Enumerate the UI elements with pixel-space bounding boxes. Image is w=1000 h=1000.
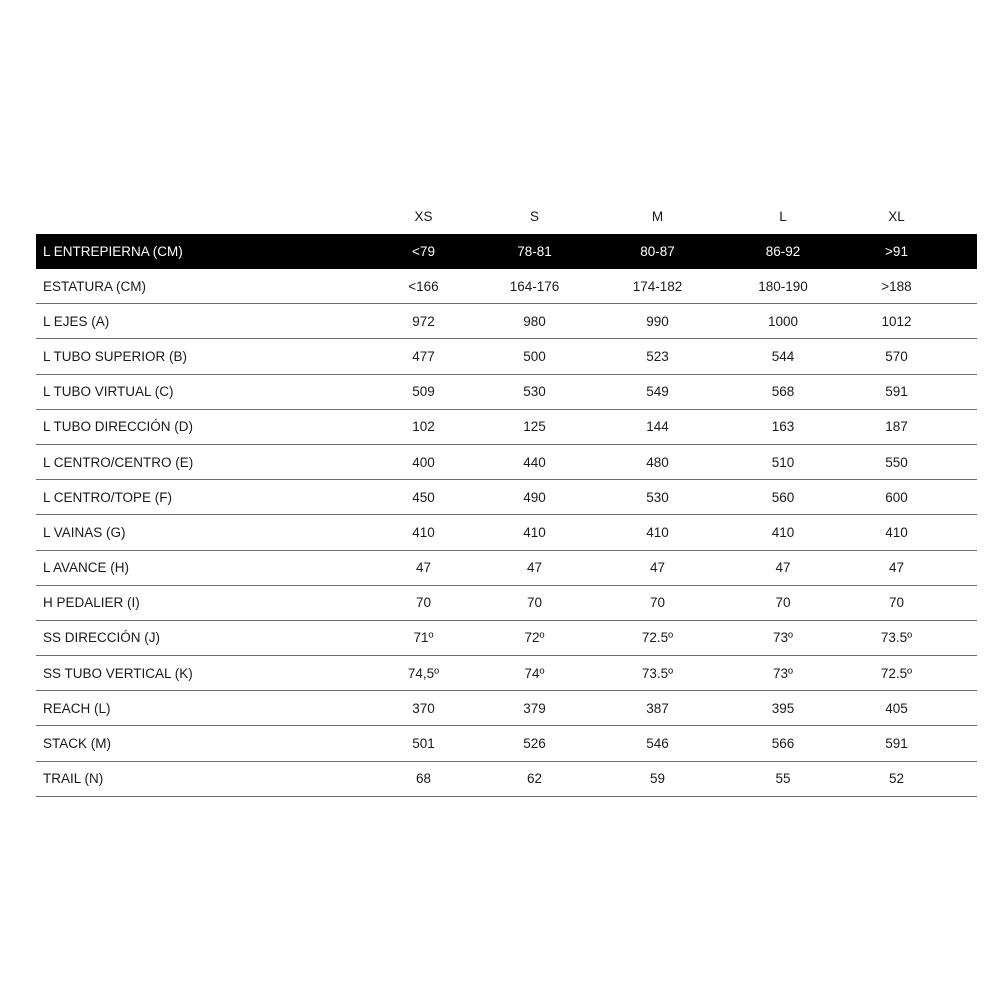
table-row: [36, 375, 977, 410]
value-cell-xs: 501: [412, 736, 435, 752]
row-label: L ENTREPIERNA (CM): [43, 244, 183, 259]
value-cell-l: 566: [771, 736, 795, 752]
table-row: [36, 621, 977, 656]
table-row: [36, 762, 977, 797]
value-cell-s: 980: [523, 313, 546, 329]
value-cell-xl: 591: [885, 384, 908, 400]
table-row: [36, 656, 977, 691]
value-cell-xl: 72.5º: [880, 665, 913, 681]
size-header-xs: XS: [414, 208, 433, 224]
value-cell-m: 59: [649, 771, 666, 787]
value-cell-s: 78-81: [517, 244, 552, 259]
row-label: SS TUBO VERTICAL (K): [43, 665, 193, 681]
value-cell-xs: 972: [412, 313, 435, 329]
value-cell-l: 410: [771, 524, 795, 540]
value-cell-xl: 52: [888, 771, 905, 787]
row-label: H PEDALIER (I): [43, 595, 140, 611]
value-cell-s: 440: [523, 454, 546, 470]
size-header-s: S: [529, 208, 539, 224]
table-row: [36, 586, 977, 621]
row-label: L EJES (A): [43, 313, 110, 329]
table-row: [36, 445, 977, 480]
value-cell-xs: 509: [412, 384, 435, 400]
value-cell-l: 510: [771, 454, 795, 470]
value-cell-xs: 71º: [413, 630, 434, 646]
row-label: L VAINAS (G): [43, 524, 126, 540]
row-label: L CENTRO/TOPE (F): [43, 489, 173, 505]
value-cell-m: 387: [646, 700, 669, 716]
table-row: [36, 515, 977, 550]
value-cell-m: 144: [646, 419, 669, 435]
value-cell-xl: 550: [885, 454, 908, 470]
value-cell-l: 180-190: [758, 278, 808, 294]
value-cell-xs: 102: [412, 419, 435, 435]
value-cell-xl: >91: [885, 244, 908, 259]
value-cell-l: 163: [771, 419, 795, 435]
value-cell-s: 62: [526, 771, 543, 787]
table-row: [36, 410, 977, 445]
table-row: [36, 339, 977, 374]
value-cell-l: 70: [775, 595, 791, 611]
value-cell-s: 72º: [524, 630, 545, 646]
value-cell-xs: <79: [412, 244, 435, 259]
value-cell-l: 544: [771, 348, 795, 364]
table-row: [36, 304, 977, 339]
value-cell-m: 80-87: [640, 244, 675, 259]
value-cell-s: 526: [523, 736, 546, 752]
table-row: [36, 269, 977, 304]
value-cell-xs: 74,5º: [407, 665, 440, 681]
value-cell-m: 73.5º: [641, 665, 674, 681]
row-label: L TUBO DIRECCIÓN (D): [43, 419, 194, 435]
value-cell-xs: 477: [412, 348, 435, 364]
value-cell-s: 379: [523, 700, 546, 716]
value-cell-s: 500: [523, 348, 546, 364]
table-row: [36, 551, 977, 586]
value-cell-xs: 370: [412, 700, 435, 716]
value-cell-l: 1000: [767, 313, 799, 329]
row-label: SS DIRECCIÓN (J): [43, 630, 161, 646]
value-cell-l: 560: [771, 489, 795, 505]
row-label: L CENTRO/CENTRO (E): [43, 454, 194, 470]
value-cell-xl: 570: [885, 348, 908, 364]
value-cell-xs: 47: [415, 560, 432, 576]
value-cell-xl: 600: [885, 489, 908, 505]
value-cell-s: 70: [526, 595, 543, 611]
value-cell-xs: 68: [415, 771, 432, 787]
table-row: [36, 726, 977, 761]
value-cell-xl: 70: [888, 595, 905, 611]
value-cell-xl: 73.5º: [880, 630, 913, 646]
value-cell-xl: 591: [885, 736, 908, 752]
row-label: TRAIL (N): [43, 771, 104, 787]
row-label: REACH (L): [43, 700, 111, 716]
value-cell-m: 530: [646, 489, 669, 505]
value-cell-l: 55: [775, 771, 791, 787]
value-cell-s: 47: [526, 560, 543, 576]
value-cell-xs: 400: [412, 454, 435, 470]
value-cell-s: 125: [523, 419, 546, 435]
table-row: [36, 234, 977, 269]
size-header-m: M: [651, 208, 664, 224]
row-label: L TUBO VIRTUAL (C): [43, 384, 174, 400]
value-cell-s: 164-176: [509, 278, 560, 294]
value-cell-xl: 405: [885, 700, 908, 716]
value-cell-xs: 450: [412, 489, 435, 505]
table-row: [36, 480, 977, 515]
value-cell-m: 990: [646, 313, 669, 329]
value-cell-xl: >188: [881, 278, 912, 294]
table-row: [36, 691, 977, 726]
value-cell-l: 86-92: [765, 244, 801, 259]
value-cell-xs: 70: [415, 595, 432, 611]
row-label: L TUBO SUPERIOR (B): [43, 348, 188, 364]
value-cell-xs: <166: [408, 278, 439, 294]
table-body: [36, 234, 977, 797]
value-cell-m: 70: [649, 595, 666, 611]
value-cell-xs: 410: [412, 524, 435, 540]
value-cell-l: 73º: [773, 630, 793, 646]
row-label: STACK (M): [43, 736, 111, 752]
value-cell-m: 546: [646, 736, 669, 752]
value-cell-xl: 1012: [881, 313, 912, 329]
value-cell-l: 395: [771, 700, 795, 716]
value-cell-s: 530: [523, 384, 546, 400]
geometry-size-table: [36, 198, 977, 797]
value-cell-m: 174-182: [632, 278, 683, 294]
row-label: ESTATURA (CM): [43, 278, 146, 294]
value-cell-m: 480: [646, 454, 669, 470]
value-cell-xl: 410: [885, 524, 908, 540]
size-header-l: L: [779, 208, 787, 224]
value-cell-l: 47: [775, 560, 791, 576]
size-header-xl: XL: [888, 208, 905, 224]
value-cell-m: 523: [646, 348, 669, 364]
value-cell-s: 490: [523, 489, 546, 505]
value-cell-xl: 187: [885, 419, 908, 435]
value-cell-s: 410: [523, 524, 546, 540]
value-cell-m: 47: [649, 560, 666, 576]
value-cell-m: 410: [646, 524, 669, 540]
value-cell-m: 72.5º: [641, 630, 674, 646]
size-header-row: [36, 198, 977, 234]
value-cell-m: 549: [646, 384, 669, 400]
row-label: L AVANCE (H): [43, 560, 130, 576]
value-cell-xl: 47: [888, 560, 905, 576]
value-cell-l: 568: [771, 384, 795, 400]
value-cell-l: 73º: [773, 665, 793, 681]
value-cell-s: 74º: [524, 665, 545, 681]
